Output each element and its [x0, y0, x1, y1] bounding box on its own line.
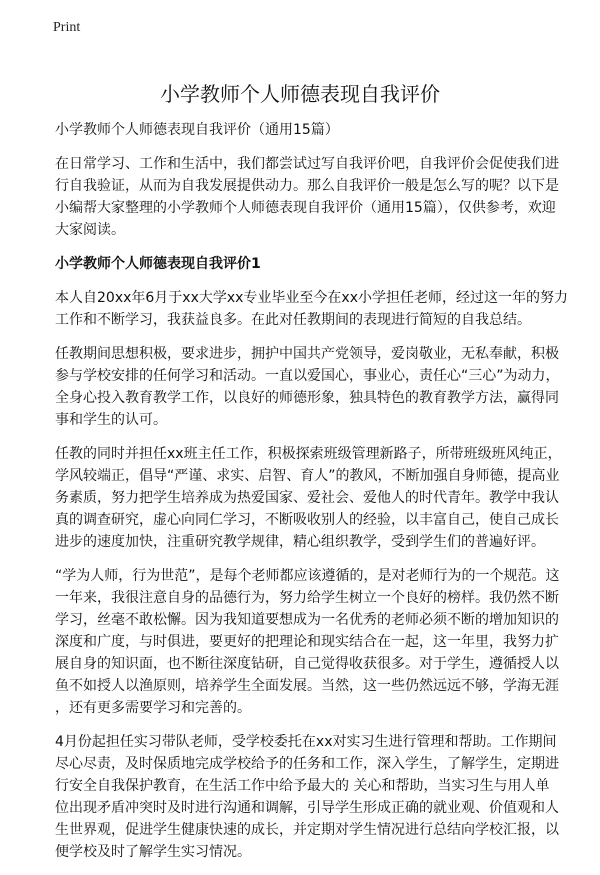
text-line: 任教期间思想积极，要求进步，拥护中国共产党领导，爱岗敬业，无私奉献，积极 — [55, 346, 559, 362]
text-line: 事和学生的认可。 — [55, 412, 167, 428]
text-line: 参与学校安排的任何学习和活动。一直以爱国心，事业心，责任心“三心”为动力， — [55, 368, 560, 384]
text-line: 一年来，我很注意自身的品德行为，努力给学生树立一个良好的榜样。我仍然不断 — [55, 590, 559, 606]
body-paragraph — [55, 565, 560, 719]
text-line: 进步的速度加快，注重研究教学规律，精心组织教学，受到学生们的普遍好评。 — [55, 534, 545, 550]
text-line: 行安全自我保护教育，在生活工作中给予最大的 关心和帮助，当实习生与用人单 — [55, 778, 550, 794]
subtitle: 小学教师个人师德表现自我评价（通用15篇） — [55, 122, 339, 138]
text-line: 4月份起担任实习带队老师，受学校委托在xx对实习生进行管理和帮助。工作期间 — [55, 734, 557, 750]
text-line: 真的调查研究，虚心向同仁学习，不断吸收别人的经验，以丰富自己，使自己成长 — [55, 512, 559, 528]
text-line: “学为人师，行为世范”，是每个老师都应该遵循的，是对老师行为的一个规范。这 — [55, 568, 560, 584]
text-line: 在日常学习、工作和生活中，我们都尝试过写自我评价吧，自我评价会促使我们进 — [55, 156, 559, 172]
text-line: 行自我验证，从而为自我发展提供动力。那么自我评价一般是怎么写的呢？以下是 — [55, 178, 559, 194]
text-line: 学风较端正，倡导“严谨、求实、启智、育人”的教风，不断加强自身师德，提高业 — [55, 468, 560, 484]
body-paragraph — [55, 443, 562, 553]
text-line: 全身心投入教育教学工作，以良好的师德形象，独具特色的教育教学方法，赢得同 — [55, 390, 559, 406]
text-line: 深度和广度，与时俱进，要更好的把理论和现实结合在一起，这一年里，我努力扩 — [55, 634, 559, 650]
print-link[interactable]: Print — [53, 20, 81, 35]
text-line: 位出现矛盾冲突时及时进行沟通和调解，引导学生形成正确的就业观、价值观和人 — [55, 800, 559, 816]
text-line: 生世界观，促进学生健康快速的成长，并定期对学生情况进行总结向学校汇报，以 — [55, 822, 559, 838]
text-line: 本人自20xx年6月于xx大学xx专业毕业至今在xx小学担任老师，经过这一年的努力 — [55, 290, 569, 306]
article-body — [55, 119, 569, 875]
text-line: ，还有更多需要学习和完善的。 — [55, 700, 251, 716]
text-line: 大家阅读。 — [55, 222, 125, 238]
body-paragraph — [55, 731, 559, 863]
text-line: 学习，丝毫不敢松懈。因为我知道要想成为一名优秀的老师必须不断的增加知识的 — [55, 612, 559, 628]
text-line: 便学校及时了解学生实习情况。 — [55, 844, 251, 860]
text-line: 任教的同时并担任xx班主任工作，积极探索班级管理新路子，所带班级班风纯正， — [55, 446, 562, 462]
section-heading: 小学教师个人师德表现自我评价1 — [55, 256, 261, 272]
text-line: 展自身的知识面，也不断往深度钻研，自己觉得收获很多。对于学生，遵循授人以 — [55, 656, 559, 672]
page-title: 小学教师个人师德表现自我评价 — [160, 82, 440, 106]
text-line: 工作和不断学习，我获益良多。在此对任教期间的表现进行简短的自我总结。 — [55, 312, 531, 328]
intro-paragraph — [55, 153, 559, 241]
text-line: 鱼不如授人以渔原则，培养学生全面发展。当然，这一些仍然远远不够，学海无涯 — [55, 678, 559, 694]
text-line: 务素质，努力把学生培养成为热爱国家、爱社会、爱他人的时代青年。教学中我认 — [55, 490, 559, 506]
text-line: 尽心尽责，及时保质地完成学校给予的任务和工作，深入学生，了解学生，定期进 — [55, 756, 559, 772]
text-line: 小编帮大家整理的小学教师个人师德表现自我评价（通用15篇），仅供参考，欢迎 — [55, 200, 556, 216]
body-paragraph — [55, 287, 569, 331]
body-paragraph — [55, 343, 560, 431]
